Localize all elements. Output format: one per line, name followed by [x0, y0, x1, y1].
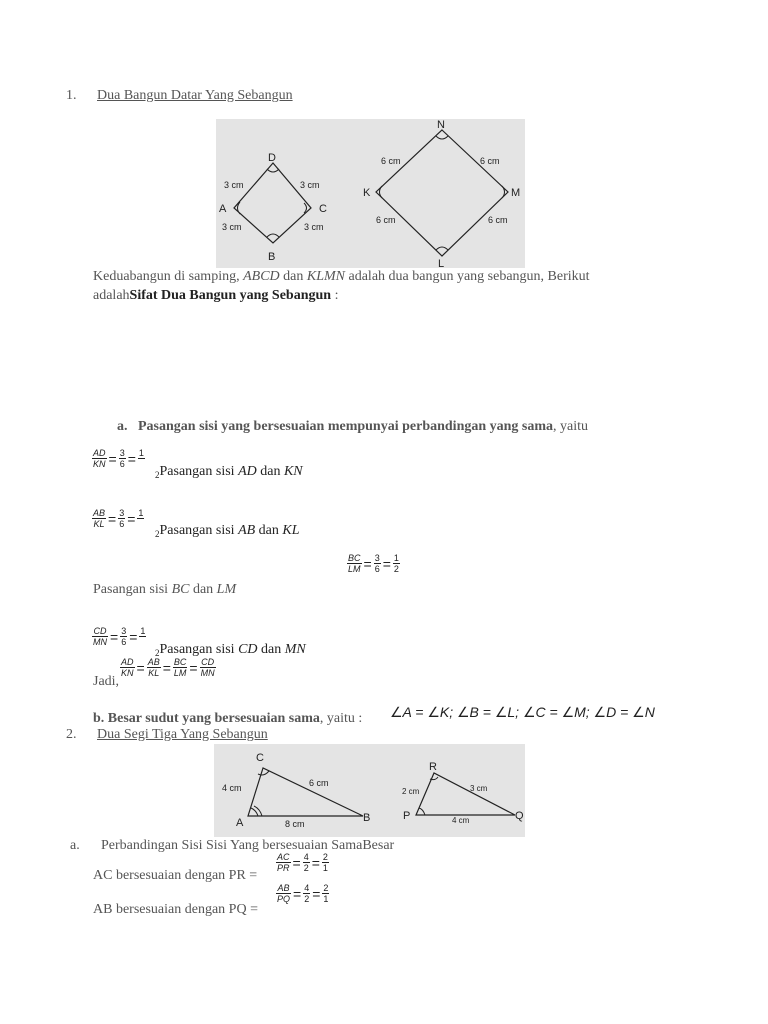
section-2-number: 2. — [66, 727, 77, 742]
shape-name-klmn: KLMN — [306, 269, 345, 284]
point-b-line — [93, 711, 362, 727]
fraction — [393, 553, 400, 574]
fraction-numerator: AC — [277, 852, 290, 862]
triangle-diagram — [214, 744, 525, 837]
fraction-numerator: 1 — [393, 553, 399, 563]
fraction-denominator: 1 — [323, 894, 329, 904]
vertex-label-d: D — [268, 152, 276, 164]
fraction-denominator: MN — [93, 637, 107, 647]
point-b-text: , yaitu : — [319, 711, 363, 726]
angle-mark-p — [419, 808, 425, 815]
fraction-numerator: AB — [93, 508, 106, 518]
vertex-label-b: B — [363, 812, 371, 824]
shape-name-abcd: ABCD — [243, 269, 280, 284]
side-name: LM — [216, 582, 237, 597]
vertex-label-a: A — [236, 817, 244, 829]
vertex-label-r: R — [429, 761, 437, 773]
section-1-title: Dua Bangun Datar Yang Sebangun — [97, 88, 293, 103]
fraction — [120, 657, 135, 678]
jadi-label: Jadi, — [93, 674, 120, 689]
vertex-label-k: K — [363, 187, 371, 199]
side-label-ab: 8 cm — [285, 819, 305, 829]
point-a-text: , yaitu — [553, 419, 589, 434]
ratio-cd-mn: $\frac{CD}{MN}$ = $\frac{3}{6}$ = 1 — [93, 626, 146, 647]
fraction — [322, 883, 329, 904]
fraction-denominator: LM — [173, 668, 187, 678]
point-a-label: a. — [117, 419, 128, 434]
fraction — [92, 448, 107, 469]
jadi-equation: $\frac{AD}{KN}$ = $\frac{AB}{KL}$ = $\frac{BC}{LM}$ = $\frac{CD}{MN}$ — [121, 657, 215, 678]
side-label-pq: 4 cm — [452, 816, 470, 825]
fraction — [276, 852, 291, 873]
fraction — [137, 508, 144, 529]
vertex-label-m: M — [511, 187, 521, 199]
fraction — [138, 448, 145, 469]
fraction-numerator: 3 — [119, 448, 125, 458]
fraction-denominator: 6 — [374, 564, 380, 574]
fraction-denominator: 2 — [304, 894, 310, 904]
side-label: 3 cm — [300, 180, 320, 190]
fraction-denominator: 1 — [322, 863, 328, 873]
side-label: 3 cm — [304, 222, 324, 232]
side-label-rq: 3 cm — [470, 784, 488, 793]
rhombus-figure — [216, 119, 525, 268]
vertex-label-n: N — [437, 119, 445, 131]
fraction-numerator: BC — [173, 657, 187, 667]
pair-text: dan — [255, 523, 283, 538]
angle-mark-c — [304, 203, 307, 213]
fraction-numerator: 3 — [119, 508, 125, 518]
pair-text: Pasangan sisi — [159, 464, 239, 479]
angle-mark-d — [267, 169, 279, 172]
side-name: MN — [284, 642, 306, 657]
fraction-numerator: 1 — [138, 448, 144, 458]
fraction — [120, 626, 127, 647]
fraction-numerator: 4 — [303, 852, 309, 862]
fraction-numerator: AB — [277, 883, 290, 893]
angle-mark-b — [267, 234, 279, 237]
triangle-abc — [248, 768, 363, 816]
vertex-label-q: Q — [515, 810, 524, 822]
ac-pr-text: AC bersesuaian dengan PR = — [93, 868, 258, 883]
intro-text: adalah — [93, 288, 130, 303]
ac-pr-ratio: $\frac{AC}{PR}$ = $\frac{4}{2}$ = $\frac{2}{1}$ — [277, 852, 328, 873]
fraction-denominator: 2 — [303, 863, 309, 873]
side-name: AD — [238, 464, 257, 479]
fraction — [147, 657, 161, 678]
angle-mark-a — [251, 808, 258, 816]
rhombus-klmn — [376, 130, 508, 256]
vertex-label-l: L — [438, 258, 445, 268]
intro-bold-text: Sifat Dua Bangun yang Sebangun — [129, 288, 332, 303]
angle-mark-n — [436, 136, 448, 139]
denominator-overflow: 2 — [155, 470, 160, 480]
vertex-label-a: A — [219, 203, 227, 215]
fraction-numerator: 1 — [140, 626, 146, 636]
side-label-cb: 6 cm — [309, 778, 329, 788]
ratio-ad-kn-caption — [155, 464, 303, 480]
fraction-numerator: 2 — [323, 883, 329, 893]
side-label: 6 cm — [376, 215, 396, 225]
pair-text: dan — [189, 582, 217, 597]
fraction-numerator: 1 — [138, 508, 144, 518]
intro-text: Keduabangun di samping, — [93, 269, 244, 284]
fraction — [92, 626, 108, 647]
triangle-figure — [214, 744, 525, 837]
section-2-title: Dua Segi Tiga Yang Sebangun — [97, 727, 268, 742]
point-a-line — [117, 419, 588, 435]
side-label-pr: 2 cm — [402, 787, 420, 796]
side-name: CD — [238, 642, 258, 657]
fraction-denominator: PR — [277, 863, 290, 873]
fraction-denominator: 2 — [393, 564, 399, 574]
fraction-denominator: 6 — [119, 519, 125, 529]
fraction — [347, 553, 362, 574]
angle-equalities: ∠A = ∠K; ∠B = ∠L; ∠C = ∠M; ∠D = ∠N — [390, 704, 655, 720]
fraction — [276, 883, 291, 904]
ab-pq-ratio: $\frac{AB}{PQ}$ = $\frac{4}{2}$ = $\frac{2}{1}$ — [277, 883, 329, 904]
fraction-numerator: AD — [93, 448, 106, 458]
fraction — [303, 883, 310, 904]
fraction — [303, 852, 310, 873]
fraction-numerator: CD — [93, 626, 107, 636]
denominator-overflow: 2 — [155, 529, 160, 539]
fraction-numerator: 4 — [304, 883, 310, 893]
ab-pq-text: AB bersesuaian dengan PQ = — [93, 902, 258, 917]
rhombus-diagram — [216, 119, 525, 268]
side-label: 3 cm — [224, 180, 244, 190]
angle-mark-l — [436, 247, 448, 250]
vertex-label-c: C — [319, 203, 327, 215]
intro-line-1 — [93, 269, 590, 285]
fraction — [119, 448, 126, 469]
side-name: KL — [282, 523, 300, 538]
side-name: KN — [283, 464, 303, 479]
side-name: BC — [171, 582, 190, 597]
rhombus-abcd — [234, 163, 311, 243]
side-label: 3 cm — [222, 222, 242, 232]
fraction-denominator: KL — [148, 668, 160, 678]
ratio-ab-kl: $\frac{AB}{KL}$ = $\frac{3}{6}$ = 1 — [93, 508, 144, 529]
pair-text: dan — [257, 642, 285, 657]
section-1-number: 1. — [66, 88, 77, 103]
fraction-denominator: KL — [93, 519, 105, 529]
vertex-label-c: C — [256, 752, 264, 764]
fraction — [118, 508, 125, 529]
ratio-cd-mn-caption — [155, 642, 306, 658]
fraction-denominator: 6 — [121, 637, 127, 647]
fraction-denominator: KN — [93, 459, 106, 469]
side-label-ac: 4 cm — [222, 783, 242, 793]
fraction — [139, 626, 146, 647]
ratio-ab-kl-caption — [155, 523, 300, 539]
angle-mark-c — [258, 771, 269, 775]
intro-text: : — [331, 288, 339, 303]
section-2-point-a-text: Perbandingan Sisi Sisi Yang bersesuaian SamaBesar — [101, 838, 395, 853]
pair-text: Pasangan sisi — [159, 523, 239, 538]
fraction-numerator: CD — [201, 657, 215, 667]
section-2-point-a-label: a. — [70, 838, 80, 853]
vertex-label-b: B — [268, 251, 276, 263]
side-label: 6 cm — [488, 215, 508, 225]
denominator-overflow: 2 — [155, 648, 160, 658]
fraction-numerator: AB — [147, 657, 160, 667]
fraction-denominator: 6 — [119, 459, 125, 469]
side-label: 6 cm — [480, 156, 500, 166]
pair-text: Pasangan sisi — [159, 642, 239, 657]
fraction — [322, 852, 329, 873]
ratio-bc-lm-caption — [93, 582, 236, 598]
fraction-denominator: PQ — [277, 894, 291, 904]
fraction — [374, 553, 381, 574]
pair-text: dan — [256, 464, 284, 479]
fraction-denominator: LM — [348, 564, 361, 574]
side-name: AB — [238, 523, 256, 538]
fraction — [173, 657, 188, 678]
fraction-numerator: BC — [348, 553, 361, 563]
fraction — [200, 657, 216, 678]
point-a-bold-text: Pasangan sisi yang bersesuaian mempunyai perbandingan yang sama — [138, 419, 554, 434]
intro-text: adalah dua bangun yang sebangun, Berikut — [345, 269, 590, 284]
fraction — [92, 508, 106, 529]
intro-line-2 — [93, 288, 338, 304]
fraction-denominator: KN — [121, 668, 134, 678]
fraction-numerator: AD — [121, 657, 134, 667]
vertex-label-p: P — [403, 810, 411, 822]
fraction-numerator: 3 — [374, 553, 380, 563]
fraction-numerator: 2 — [322, 852, 328, 862]
point-b-bold-text: b. Besar sudut yang bersesuaian sama — [93, 711, 320, 726]
ratio-bc-lm: $\frac{BC}{LM}$ = $\frac{3}{6}$ = $\frac{1}{2}$ — [348, 553, 399, 574]
fraction-denominator: MN — [200, 668, 215, 678]
side-label: 6 cm — [381, 156, 401, 166]
fraction-numerator: 3 — [121, 626, 127, 636]
intro-text: dan — [279, 269, 307, 284]
pair-text: Pasangan sisi — [93, 582, 172, 597]
ratio-ad-kn: $\frac{AD}{KN}$ = $\frac{3}{6}$ = 1 — [93, 448, 144, 469]
